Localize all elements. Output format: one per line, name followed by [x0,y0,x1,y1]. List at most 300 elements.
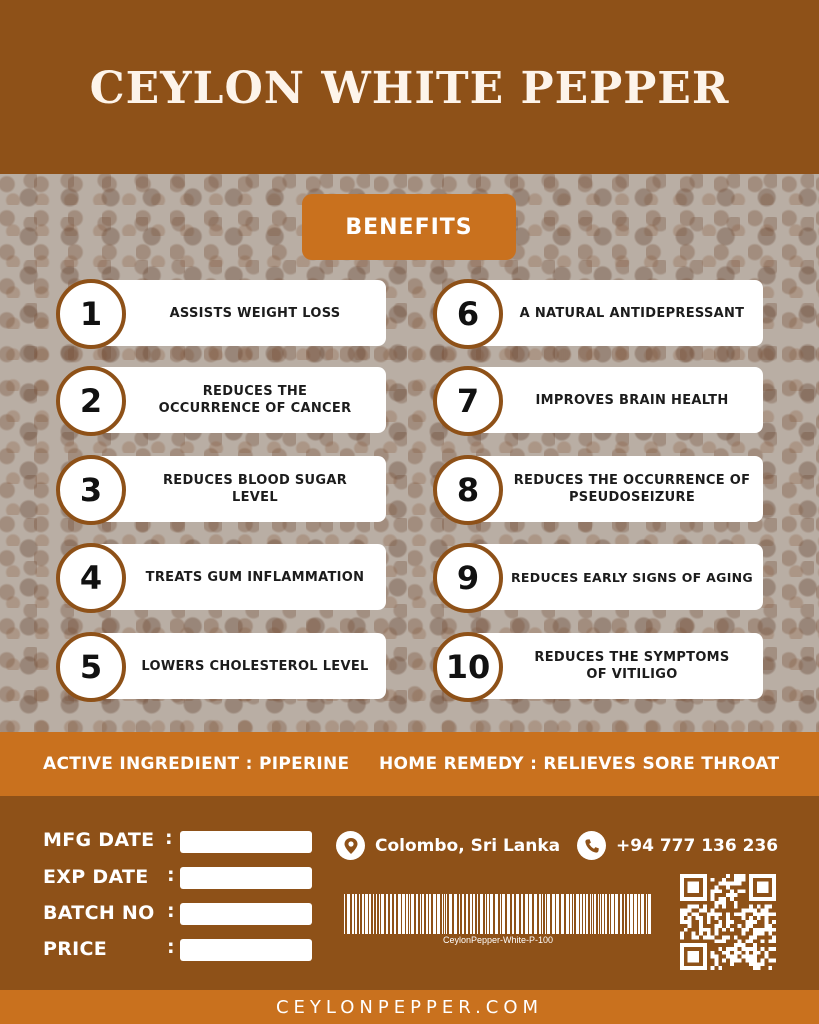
barcode-bar [390,894,392,934]
qr-module [772,912,776,916]
qr-module [707,935,711,939]
qr-module [768,928,772,932]
qr-module [734,955,738,959]
barcode-bar [507,894,510,934]
qr-module [757,951,761,955]
qr-module [684,920,688,924]
price-field[interactable] [180,939,312,961]
qr-module [757,905,761,909]
qr-module [722,878,726,882]
barcode-bar [355,894,357,934]
phone-text: +94 777 136 236 [616,835,779,856]
barcode-bar [570,894,572,934]
qr-module [715,905,719,909]
qr-module [753,935,757,939]
qr-module [726,951,730,955]
qr-module [745,939,749,943]
barcode-bar [444,894,445,934]
qr-module [718,912,722,916]
qr-module [722,939,726,943]
qr-module [692,932,696,936]
qr-module [688,909,692,913]
qr-module [695,935,699,939]
qr-module [764,920,768,924]
qr-module [726,920,730,924]
barcode-bar [542,894,543,934]
qr-module [753,962,757,966]
qr-module [738,878,742,882]
barcode-bar [620,894,622,934]
qr-module [730,882,734,886]
field-colon: : [167,936,175,958]
qr-module [768,924,772,928]
qr-module [730,897,734,901]
benefit-item [433,456,763,522]
qr-module [738,924,742,928]
qr-module [768,912,772,916]
benefits-heading: BENEFITS [302,194,516,260]
qr-module [695,905,699,909]
qr-module [764,912,768,916]
qr-module [741,909,745,913]
qr-module [734,951,738,955]
qr-module [680,935,684,939]
barcode-bar [641,894,644,934]
qr-module [718,924,722,928]
benefit-item [56,280,386,346]
qr-module [711,909,715,913]
qr-module [722,951,726,955]
qr-module [764,916,768,920]
barcode-bar [433,894,436,934]
field-colon: : [167,864,175,886]
barcode-bar [592,894,593,934]
barcode-bar [347,894,350,934]
qr-module [764,909,768,913]
qr-module [764,955,768,959]
qr-module [715,932,719,936]
benefit-item [433,633,763,699]
location-pin-icon [336,831,365,860]
qr-module [768,939,772,943]
barcode-bar [402,894,405,934]
qr-module [718,889,722,893]
qr-module [753,958,757,962]
qr-module [745,955,749,959]
barcode-bar [547,894,550,934]
qr-module [761,939,765,943]
benefit-text: REDUCES BLOOD SUGAR LEVEL [90,456,386,522]
product-title: CEYLON WHITE PEPPER [89,62,730,114]
phone-icon [577,831,606,860]
barcode-bar [487,894,489,934]
qr-module [711,912,715,916]
qr-module [749,958,753,962]
qr-module [718,920,722,924]
qr-module [757,966,761,970]
barcode-bar [495,894,498,934]
qr-module [749,905,753,909]
barcode-bar [586,894,588,934]
qr-module [692,912,696,916]
barcode-bar [545,894,546,934]
barcode-bar [624,894,625,934]
qr-module [707,916,711,920]
qr-module [757,928,761,932]
barcode-bar [470,894,472,934]
barcode-bar [512,894,514,934]
qr-module [703,935,707,939]
qr-module [726,893,730,897]
barcode-bar [598,894,599,934]
qr-module [726,912,730,916]
qr-module [761,928,765,932]
qr-module [772,947,776,951]
barcode-bar [466,894,468,934]
qr-module [745,909,749,913]
barcode-bar [437,894,440,934]
qr-module [715,955,719,959]
qr-module [738,943,742,947]
qr-module [707,912,711,916]
barcode-bar [386,894,388,934]
qr-module [722,958,726,962]
qr-module [730,928,734,932]
barcode-bar [373,894,374,934]
exp-date-label: EXP DATE [43,866,149,888]
benefit-item [56,633,386,699]
qr-finder [757,882,769,894]
barcode-bar [611,894,614,934]
benefit-item [56,367,386,433]
barcode-bar [534,894,537,934]
qr-module [703,905,707,909]
barcode-bar [416,894,418,934]
qr-finder [688,951,700,963]
qr-module [764,924,768,928]
qr-module [711,889,715,893]
benefit-item [433,367,763,433]
benefit-number: 9 [433,543,503,613]
barcode-bar [429,894,431,934]
qr-module [699,924,703,928]
qr-module [722,928,726,932]
barcode-bar [442,894,443,934]
barcode-bar [369,894,371,934]
qr-module [734,878,738,882]
qr-module [753,955,757,959]
qr-module [715,928,719,932]
barcode-bar [409,894,410,934]
qr-module [764,951,768,955]
qr-module [764,905,768,909]
qr-module [761,958,765,962]
qr-module [757,932,761,936]
barcode-bar [561,894,564,934]
qr-module [715,958,719,962]
qr-code[interactable] [680,874,776,970]
phone-contact [577,831,778,860]
barcode-bar [359,894,360,934]
qr-module [730,958,734,962]
qr-module [741,955,745,959]
qr-module [726,947,730,951]
benefit-text: TREATS GUM INFLAMMATION [90,544,386,610]
home-remedy: HOME REMEDY : RELIEVES SORE THROAT [379,754,780,774]
barcode-bar [566,894,569,934]
header [0,0,819,174]
qr-module [699,920,703,924]
barcode-bar [521,894,523,934]
qr-module [722,901,726,905]
qr-module [680,909,684,913]
barcode-bar [446,894,447,934]
qr-module [768,958,772,962]
qr-module [734,874,738,878]
qr-module [772,928,776,932]
qr-module [726,886,730,890]
qr-module [722,905,726,909]
benefit-number: 1 [56,279,126,349]
barcode-bar [646,894,647,934]
qr-module [684,909,688,913]
qr-module [745,947,749,951]
qr-module [738,882,742,886]
barcode-bar [420,894,421,934]
qr-module [711,955,715,959]
barcode-bar [648,894,651,934]
barcode-bar [379,894,380,934]
qr-module [695,916,699,920]
barcode-bar [500,894,501,934]
qr-module [715,962,719,966]
qr-module [715,886,719,890]
qr-module [726,955,730,959]
qr-module [741,947,745,951]
benefit-text: REDUCES THE OCCURRENCE OF CANCER [90,367,386,433]
qr-module [745,920,749,924]
barcode-bar [600,894,601,934]
qr-module [753,943,757,947]
qr-finder [688,882,700,894]
location-text: Colombo, Sri Lanka [375,835,561,856]
qr-module [699,932,703,936]
qr-module [757,912,761,916]
benefit-number: 4 [56,543,126,613]
qr-module [699,928,703,932]
location-contact [336,831,560,860]
qr-module [757,916,761,920]
qr-module [745,951,749,955]
barcode-bar [462,894,464,934]
barcode-bar [381,894,384,934]
qr-module [684,912,688,916]
qr-module [688,916,692,920]
barcode-bar [406,894,408,934]
qr-module [726,882,730,886]
barcode-bar [477,894,478,934]
qr-module [749,935,753,939]
qr-module [699,909,703,913]
barcode-bar [362,894,364,934]
qr-module [684,928,688,932]
qr-module [768,905,772,909]
qr-module [749,920,753,924]
barcode-bar [602,894,604,934]
barcode-bar [529,894,532,934]
qr-module [749,939,753,943]
qr-module [753,920,757,924]
barcode-bar [539,894,541,934]
qr-module [772,920,776,924]
qr-module [734,912,738,916]
qr-module [695,912,699,916]
barcode-bar [594,894,596,934]
qr-module [761,912,765,916]
qr-module [715,924,719,928]
qr-module [734,958,738,962]
qr-module [745,924,749,928]
qr-module [711,893,715,897]
qr-module [680,932,684,936]
qr-module [680,912,684,916]
qr-module [730,955,734,959]
qr-module [741,889,745,893]
qr-module [730,947,734,951]
mfg-date-label: MFG DATE [43,829,155,851]
barcode-bar [552,894,555,934]
benefit-item [56,544,386,610]
qr-module [688,924,692,928]
barcode-bar [411,894,414,934]
barcode-bar [480,894,483,934]
benefit-number: 7 [433,366,503,436]
qr-module [730,920,734,924]
qr-module [738,951,742,955]
barcode-bar [615,894,618,934]
active-ingredient: ACTIVE INGREDIENT : PIPERINE [43,754,350,774]
qr-module [715,889,719,893]
barcode-bar [473,894,475,934]
qr-module [718,947,722,951]
qr-module [734,882,738,886]
mfg-date-field[interactable] [180,831,312,853]
qr-module [753,928,757,932]
qr-module [707,920,711,924]
qr-module [734,935,738,939]
batch-no-label: BATCH NO [43,902,155,924]
qr-module [715,901,719,905]
barcode-bar [426,894,428,934]
info-bar [0,732,819,796]
qr-module [718,897,722,901]
barcode-bar [556,894,559,934]
benefit-text: A NATURAL ANTIDEPRESSANT [467,280,763,346]
benefit-text: REDUCES THE SYMPTOMS OF VITILIGO [467,633,763,699]
qr-module [749,947,753,951]
price-label: PRICE [43,938,108,960]
qr-module [715,912,719,916]
qr-module [749,924,753,928]
qr-module [738,939,742,943]
barcode-bar [583,894,585,934]
qr-module [738,874,742,878]
qr-module [768,947,772,951]
qr-module [741,928,745,932]
barcode-bar [352,894,354,934]
qr-module [707,932,711,936]
qr-module [761,932,765,936]
qr-module [722,935,726,939]
barcode-bar [573,894,574,934]
qr-module [726,916,730,920]
qr-module [726,935,730,939]
exp-date-field[interactable] [180,867,312,889]
qr-module [722,897,726,901]
barcode-bar [634,894,637,934]
qr-module [753,947,757,951]
benefit-number: 8 [433,455,503,525]
qr-module [749,909,753,913]
barcode-bar [344,894,345,934]
barcode-caption: CeylonPepper-White-P-100 [442,935,554,945]
qr-module [680,920,684,924]
barcode-bar [605,894,607,934]
qr-module [768,932,772,936]
qr-module [741,932,745,936]
qr-module [734,943,738,947]
qr-module [715,939,719,943]
qr-module [711,966,715,970]
qr-module [722,882,726,886]
barcode-bar [376,894,377,934]
qr-module [711,897,715,901]
qr-module [726,924,730,928]
qr-module [753,966,757,970]
qr-module [761,947,765,951]
qr-module [730,889,734,893]
batch-no-field[interactable] [180,903,312,925]
qr-module [761,909,765,913]
qr-module [757,962,761,966]
qr-module [772,935,776,939]
qr-module [741,874,745,878]
barcode-bar [638,894,640,934]
qr-module [741,916,745,920]
barcode-bar [365,894,368,934]
field-colon: : [167,900,175,922]
qr-module [680,916,684,920]
barcode-bar [590,894,591,934]
qr-module [745,928,749,932]
barcode-bar [454,894,457,934]
qr-module [703,928,707,932]
barcode-bar [449,894,452,934]
benefit-number: 5 [56,632,126,702]
barcode-bar [398,894,401,934]
qr-module [688,920,692,924]
qr-module [730,962,734,966]
qr-module [734,893,738,897]
barcode-bar [502,894,505,934]
qr-module [745,958,749,962]
qr-module [711,878,715,882]
barcode-bar [485,894,486,934]
barcode-bar [576,894,579,934]
qr-module [741,912,745,916]
benefit-text: REDUCES EARLY SIGNS OF AGING [467,544,763,610]
benefit-text: REDUCES THE OCCURRENCE OF PSEUDOSEIZURE [467,456,763,522]
